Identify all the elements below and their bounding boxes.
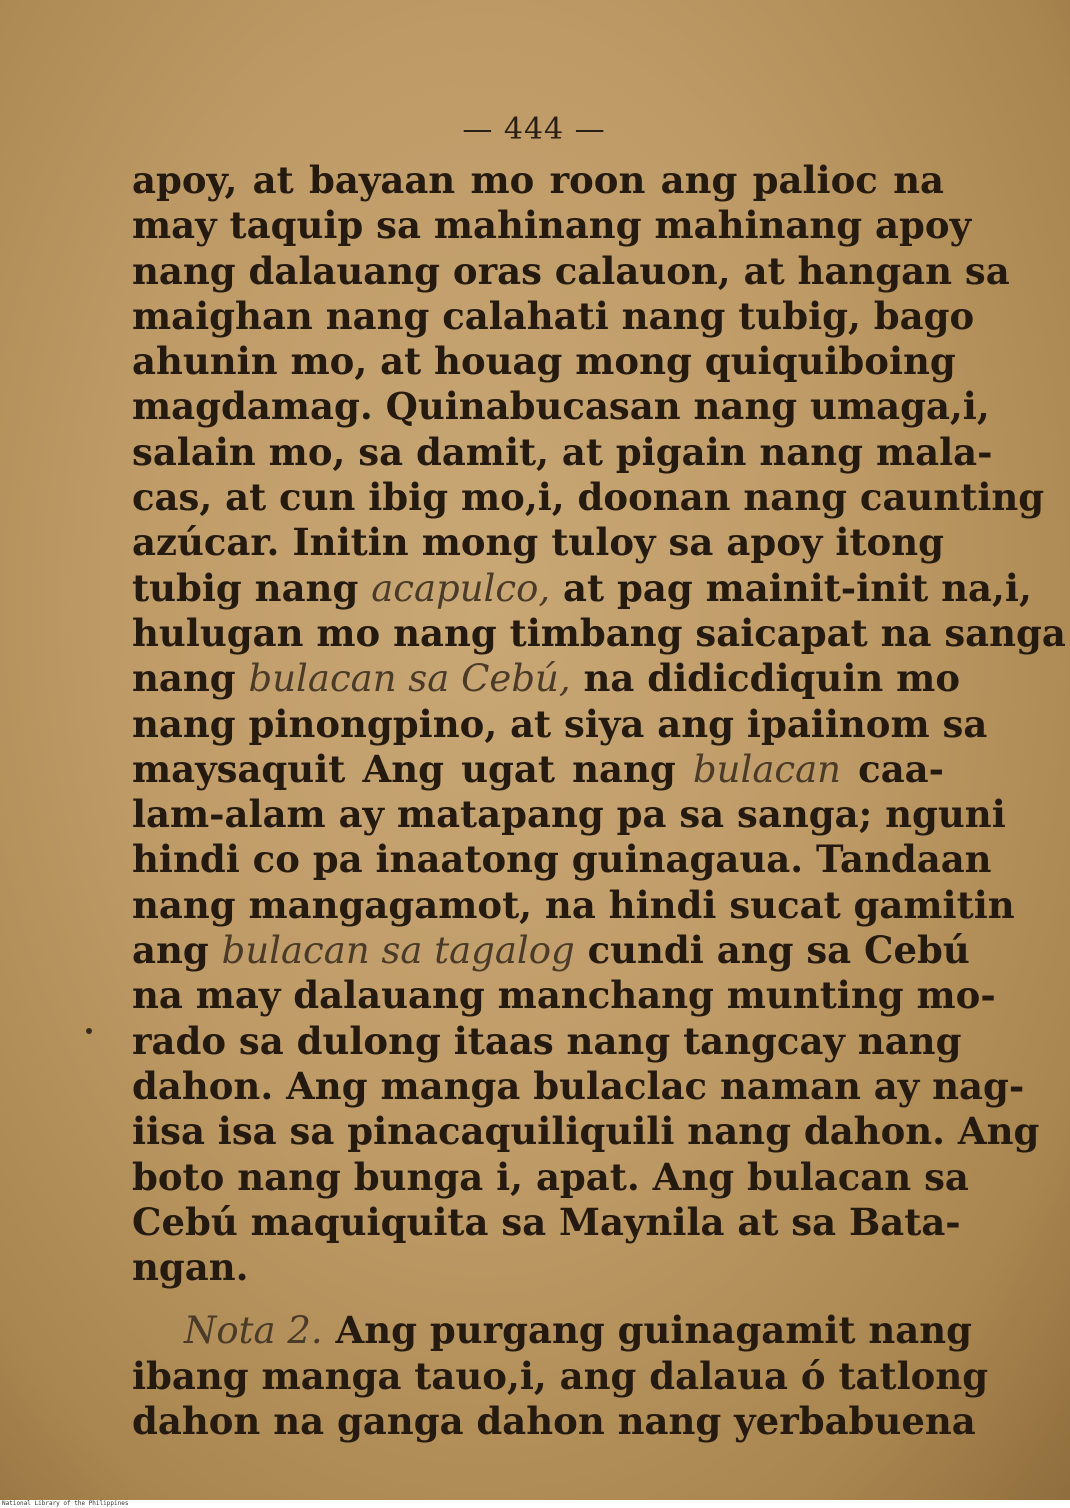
text-run: apoy, at bayaan mo roon ang palioc na [132,158,944,202]
text-run: salain mo, sa damit, at pigain nang mala- [132,429,993,474]
text-run: ngan. [132,1245,249,1290]
text-run: lam-alam ay matapang pa sa sanga; nguni [132,792,1006,837]
italic-term: bulacan sa Cebú, [248,657,571,701]
text-line [132,339,956,384]
text-line [132,1308,973,1353]
text-line [132,429,993,475]
text-run: Ang purgang guinagamit nang [322,1308,973,1353]
text-line [132,1353,989,1399]
text-line [132,293,975,339]
italic-term: Nota 2. [184,1309,323,1353]
text-run: iisa isa sa pinacaquiliquili nang dahon. Ang [132,1109,1040,1154]
text-line [132,1245,944,1290]
italic-term: bulacan [692,747,841,791]
text-run: na may dalauang manchang munting mo- [132,973,996,1018]
text-run: maysaquit Ang ugat nang [132,746,693,791]
text-line [132,747,944,792]
text-line [132,1399,976,1444]
text-run: maighan nang calahati nang tubig, bago [132,293,975,338]
text-run: boto nang bunga i, apat. Ang bulacan sa [132,1154,969,1199]
text-run: dahon. Ang manga bulaclac naman ay nag- [132,1063,1025,1108]
body-text [132,158,1066,1444]
text-line [132,475,1045,520]
text-run: hindi co pa inaatong guinagaua. Tandaan [132,837,992,882]
text-run: na didicdiquin mo [570,656,960,701]
text-line [132,520,944,565]
italic-term: bulacan sa tagalog [221,929,575,973]
text-run: cas, at cun ibig mo,i, doonan nang caunting [132,475,1045,520]
text-line [132,701,988,747]
text-run: magdamag. Quinabucasan nang umaga,i, [132,384,990,429]
text-run: ahunin mo, at houag mong quiquiboing [132,339,956,384]
text-run: nang [132,656,249,701]
text-run: nang pinongpino, at siya ang ipaiinom sa [132,701,988,746]
text-run: nang mangagamot, na hindi sucat gamitin [132,882,1015,927]
text-run: caa- [841,746,944,791]
text-line [132,792,1006,837]
text-run: hulugan mo nang timbang saicapat na sanga [132,610,1066,655]
text-line [132,928,970,973]
ink-speck [86,1028,92,1034]
text-run: azúcar. Initin mong tuloy sa apoy itong [132,520,944,565]
text-run: dahon na ganga dahon nang yerbabuena [132,1399,976,1444]
library-footer: National Library of the Philippines [0,1500,1070,1508]
text-line [132,1063,1025,1109]
text-run: rado sa dulong itaas nang tangcay nang [132,1018,962,1063]
text-run: ibang manga tauo,i, ang dalaua ó tatlong [132,1353,989,1398]
text-line [132,248,1010,294]
text-line [132,158,944,203]
text-line [132,203,972,248]
text-run: tubig nang [132,565,372,610]
italic-term: acapulco, [371,566,551,610]
text-line [132,837,992,882]
text-run: Cebú maquiquita sa Maynila at sa Bata- [132,1199,961,1244]
text-line [132,656,960,701]
page-number: — 444 — [462,112,606,147]
text-run: at pag mainit-init na,i, [550,565,1032,610]
text-run: cundi ang sa Cebú [574,928,970,973]
text-run: ang [132,928,222,973]
text-line [132,384,990,429]
text-run: may taquip sa mahinang mahinang apoy [132,203,972,248]
text-line [132,1109,1040,1154]
text-line [132,1018,962,1064]
text-line [132,565,1032,611]
text-line [132,882,1015,928]
text-line [132,610,1066,656]
text-line [132,1154,969,1200]
text-line [132,973,996,1018]
text-line [132,1199,961,1245]
text-run: nang dalauang oras calauon, at hangan sa [132,248,1010,293]
